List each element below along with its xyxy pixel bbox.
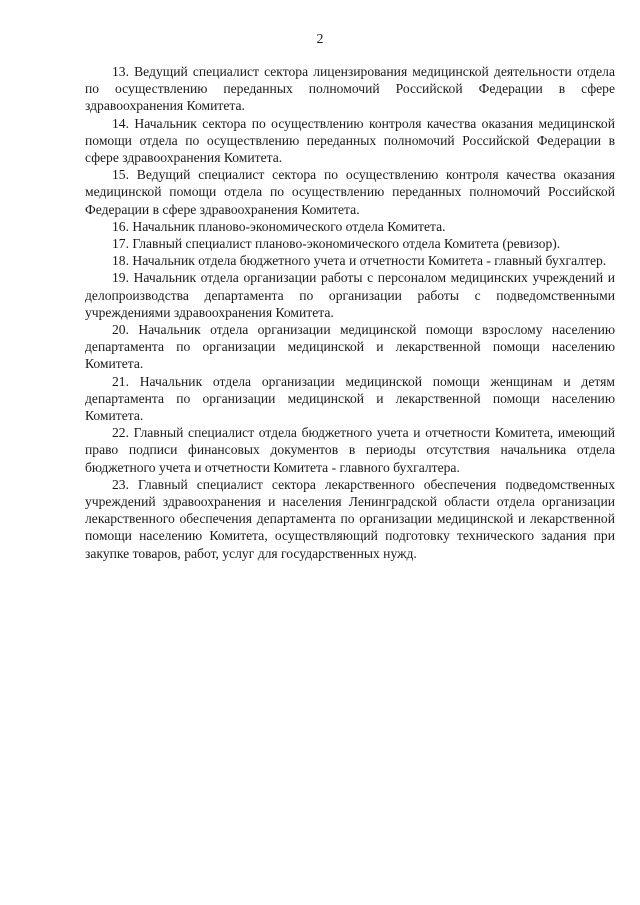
paragraph-19: 19. Начальник отдела организации работы с персоналом медицинских учреждений и делопроизводства департамента по организации работы с подведомственными учреждениями здравоохранения Комитета. xyxy=(85,270,615,320)
paragraph-21: 21. Начальник отдела организации медицинской помощи женщинам и детям департамента по организации медицинской и лекарственной помощи населению Комитета. xyxy=(85,373,615,424)
paragraph-20: 20. Начальник отдела организации медицинской помощи взрослому населению департамента по организации медицинской и лекарственной помощи населению Комитета. xyxy=(85,322,615,372)
paragraph-13: 13. Ведущий специалист сектора лицензирования медицинской деятельности отдела по осуществлению переданных полномочий Российской Федерации в сфере здравоохранения Комитета. xyxy=(85,64,615,114)
paragraph-18: 18. Начальник отдела бюджетного учета и отчетности Комитета - главный бухгалтер. xyxy=(112,253,607,269)
paragraph-22: 22. Главный специалист отдела бюджетного учета и отчетности Комитета, имеющий право подписи финансовых документов в периоды отсутствия начальника отдела бюджетного учета и отчетности Комитета - главного бухгалтера. xyxy=(85,425,615,475)
paragraph-16: 16. Начальник планово-экономического отдела Комитета. xyxy=(112,218,446,234)
page-number: 2 xyxy=(316,32,324,47)
document-body xyxy=(85,63,615,562)
paragraph-17: 17. Главный специалист планово-экономического отдела Комитета (ревизор). xyxy=(112,236,561,252)
paragraph-14: 14. Начальник сектора по осуществлению контроля качества оказания медицинской помощи отдела по осуществлению переданных полномочий Российской Федерации в сфере здравоохранения Комитета. xyxy=(85,115,615,166)
paragraph-23: 23. Главный специалист сектора лекарственного обеспечения подведомственных учреждений здравоохранения и населения Ленинградской области отдела организации лекарственного обеспечения департамента по организации медицинской и лекарственной помощи населению Комитета, осуществляющий подготовку технического задания при закупке товаров, работ, услуг для государственных нужд. xyxy=(85,476,615,561)
paragraph-15: 15. Ведущий специалист сектора по осуществлению контроля качества оказания медицинской помощи отдела по осуществлению переданных полномочий Российской Федерации в сфере здравоохранения Комитета. xyxy=(85,167,615,217)
